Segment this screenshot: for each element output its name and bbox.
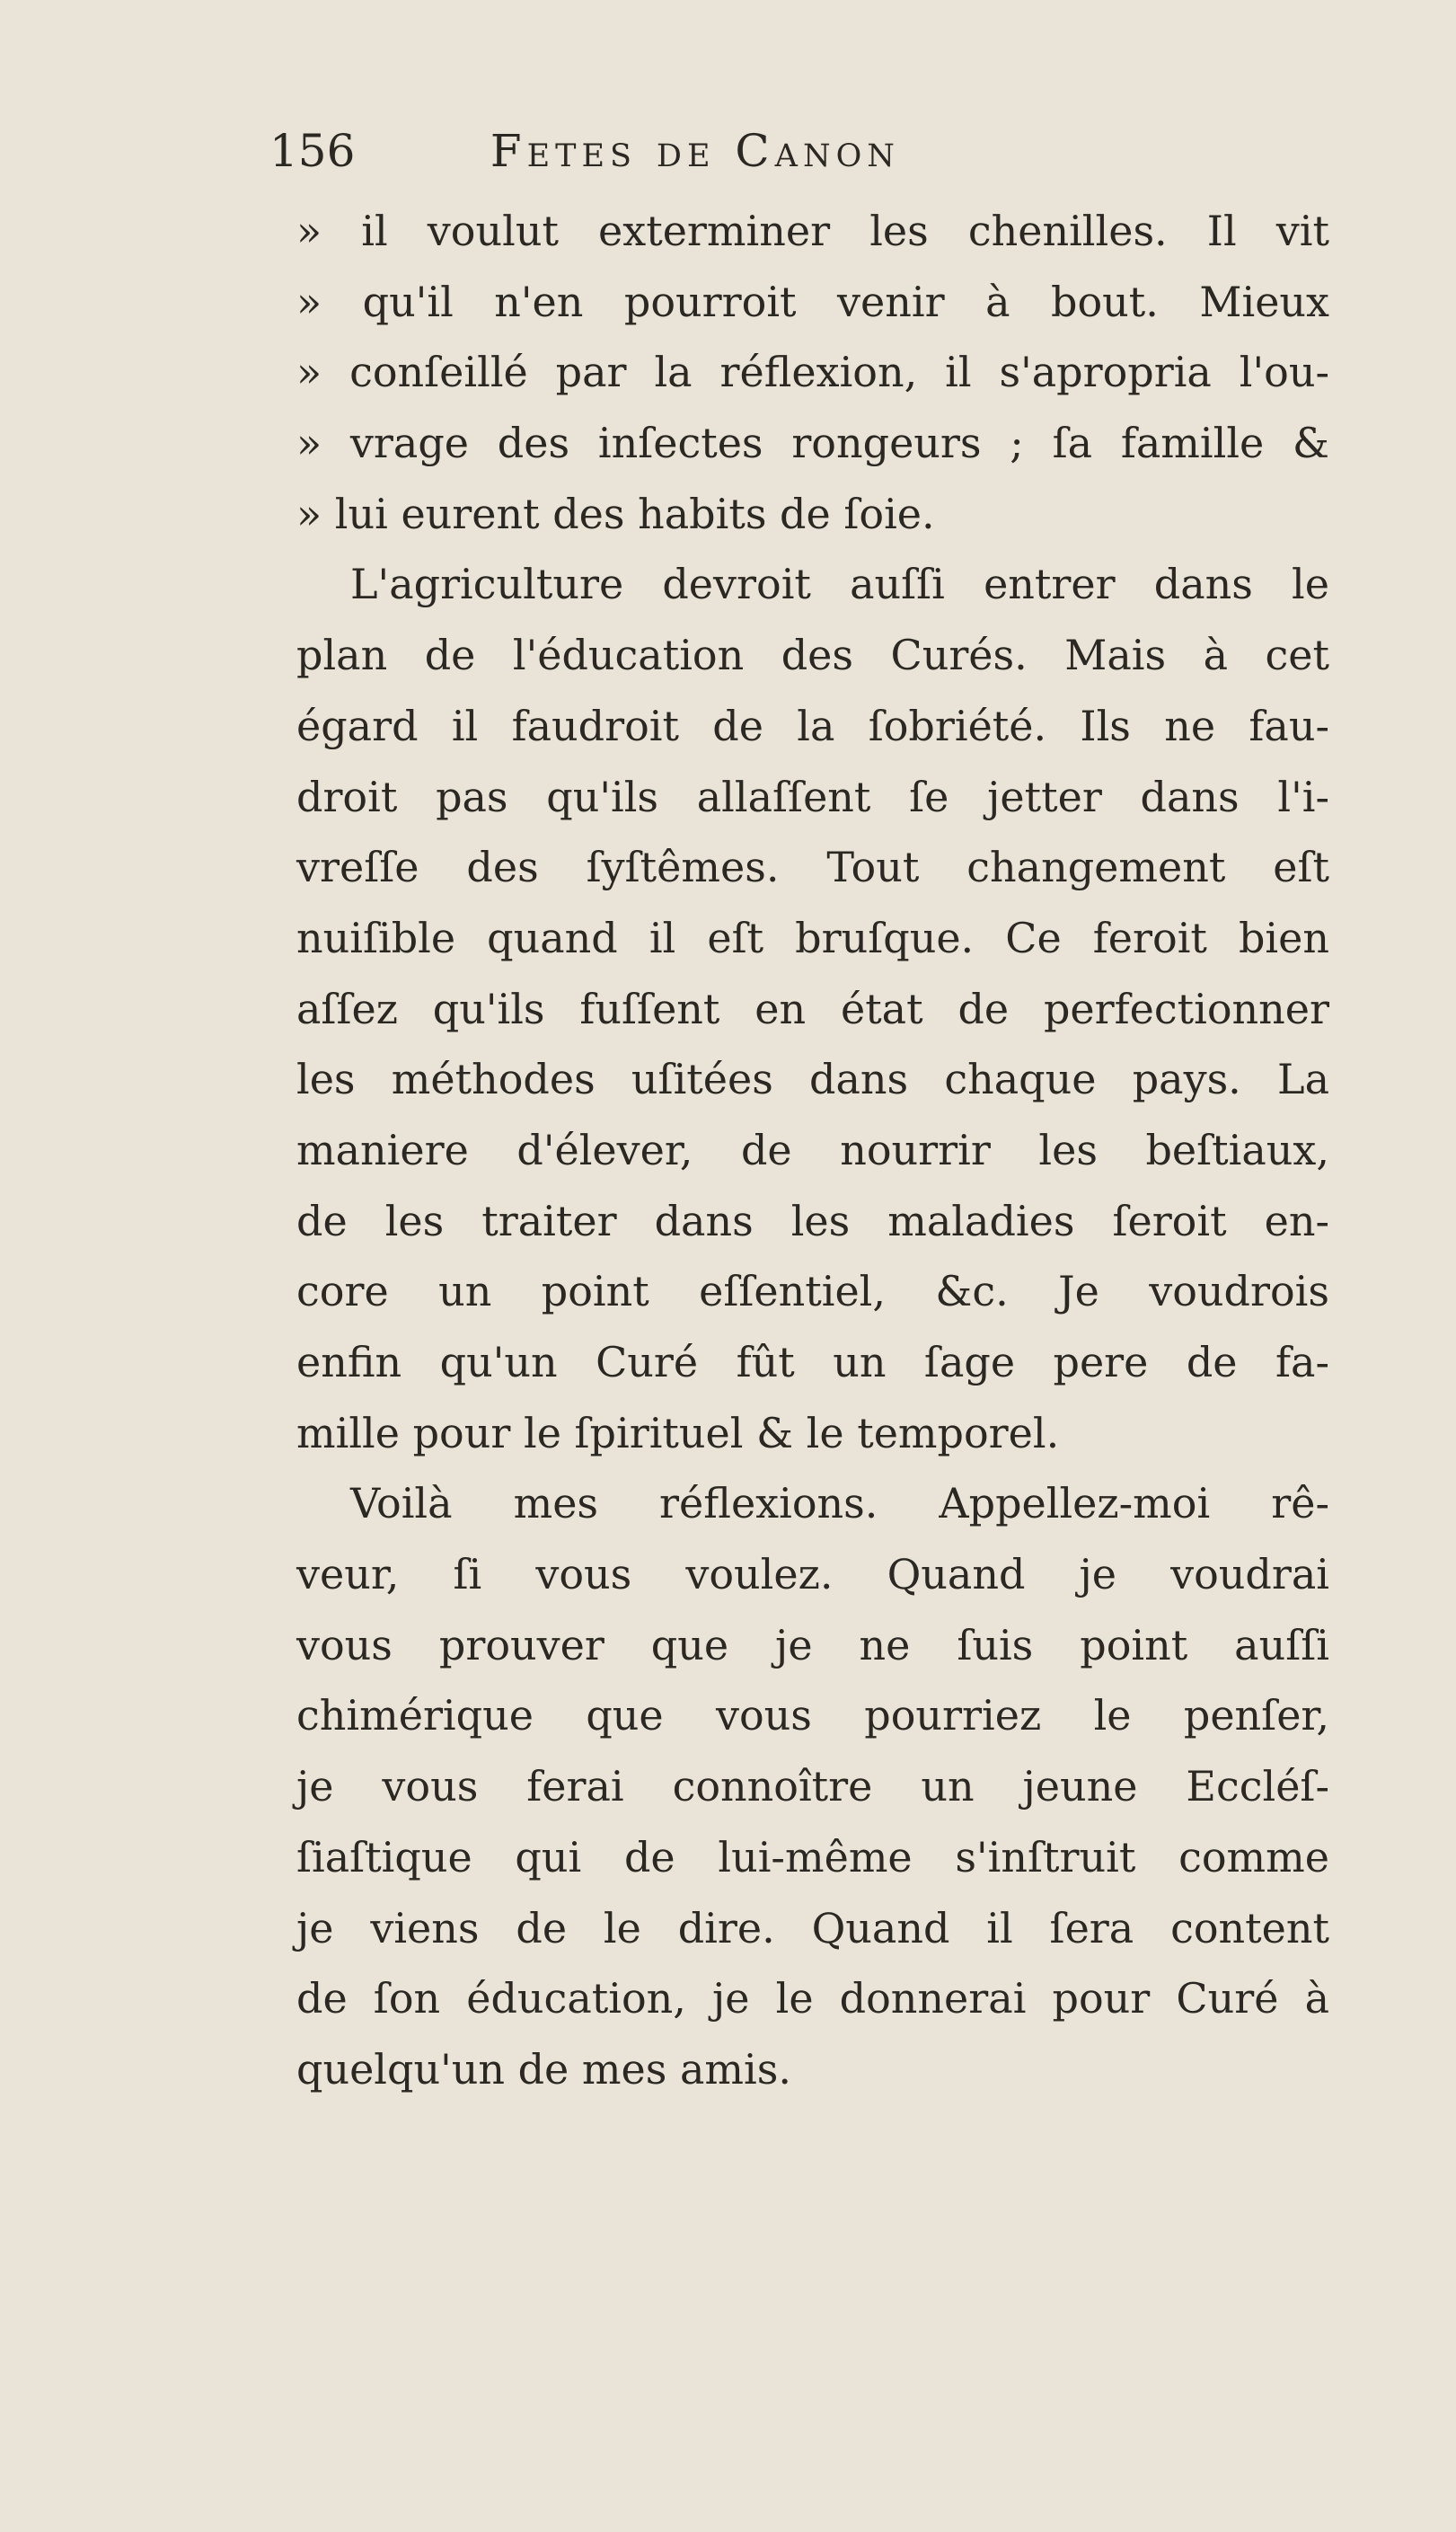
text-line: maniere d'élever, de nourrir les beſtiaux, <box>296 1125 1329 1174</box>
text-line: ſiaſtique qui de lui-même s'inſtruit comme <box>296 1832 1329 1881</box>
text-line: les méthodes uſitées dans chaque pays. La <box>296 1055 1329 1104</box>
page-number: 156 <box>269 125 356 177</box>
body-text <box>296 196 1329 2105</box>
page-header <box>269 115 1347 187</box>
text-line: plan de l'éducation des Curés. Mais à cet <box>296 631 1329 680</box>
text-line: vous prouver que je ne ſuis point auſſi <box>296 1620 1329 1669</box>
text-line: nuiſible quand il eſt bruſque. Ce feroit bien <box>296 913 1329 962</box>
text-line: mille pour le ſpirituel & le temporel. <box>296 1408 1060 1457</box>
text-line: vreſſe des ſyſtêmes. Tout changement eſt <box>296 843 1329 892</box>
paragraph-1 <box>296 196 1329 549</box>
text-line: » vrage des inſectes rongeurs ; ſa famille & <box>296 419 1329 468</box>
text-line: de ſon éducation, je le donnerai pour Curé à <box>296 1974 1329 2023</box>
text-line: core un point eſſentiel, &c. Je voudrois <box>296 1267 1329 1316</box>
paragraph-3 <box>296 1468 1329 2104</box>
text-line: L'agriculture devroit auſſi entrer dans le <box>350 560 1329 609</box>
text-line: » conſeillé par la réflexion, il s'apropria l'ou- <box>296 348 1329 397</box>
text-line: chimérique que vous pourriez le penſer, <box>296 1691 1329 1740</box>
text-line: » il voulut exterminer les chenilles. Il vit <box>296 207 1329 255</box>
paragraph-2 <box>296 549 1329 1468</box>
text-line: aſſez qu'ils fuſſent en état de perfectionner <box>296 984 1329 1033</box>
text-line: enfin qu'un Curé fût un ſage pere de fa- <box>296 1338 1329 1386</box>
text-line: Voilà mes réflexions. Appellez-moi rê- <box>350 1479 1329 1528</box>
text-line: » qu'il n'en pourroit venir à bout. Mieux <box>296 277 1329 326</box>
text-line: droit pas qu'ils allaſſent ſe jetter dans l'i- <box>296 772 1329 821</box>
running-title: Fetes de Canon <box>490 125 900 177</box>
text-line: » lui eurent des habits de ſoie. <box>296 489 935 538</box>
text-line: égard il faudroit de la ſobriété. Ils ne fau- <box>296 701 1329 750</box>
text-line: de les traiter dans les maladies ſeroit en- <box>296 1196 1329 1245</box>
text-line: je viens de le dire. Quand il ſera content <box>296 1903 1329 1952</box>
text-line: quelqu'un de mes amis. <box>296 2044 791 2094</box>
text-line: je vous ferai connoître un jeune Eccléſ- <box>296 1762 1329 1811</box>
text-line: veur, ſi vous voulez. Quand je voudrai <box>296 1550 1329 1599</box>
